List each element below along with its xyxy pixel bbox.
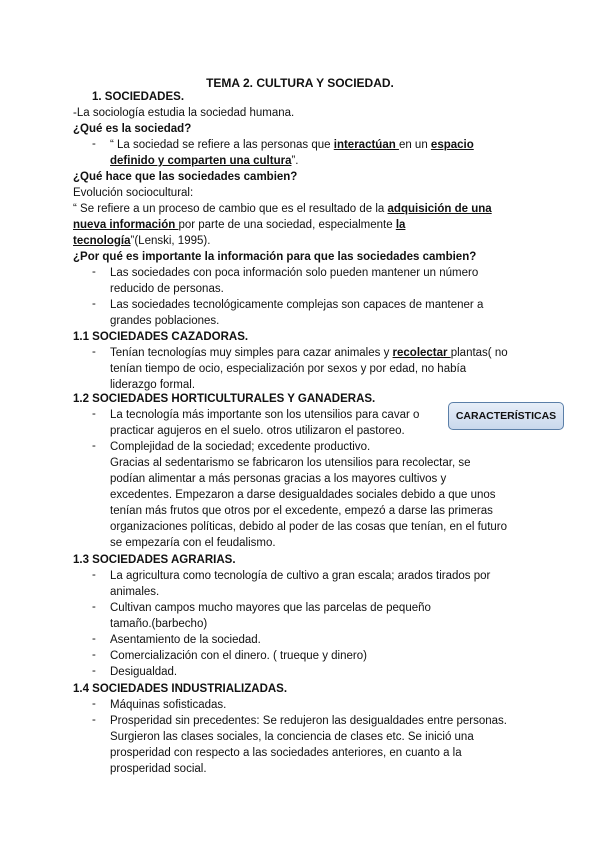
list-dash: -: [92, 633, 96, 645]
list-item: tamaño.(barbecho): [110, 618, 208, 630]
list-item: La agricultura como tecnología de cultivo a gran escala; arados tirados por: [110, 570, 491, 582]
caracteristicas-badge: CARACTERÍSTICAS: [448, 402, 564, 430]
list-item: Complejidad de la sociedad; excedente productivo.: [110, 441, 371, 453]
list-dash: -: [92, 569, 96, 581]
section-1-2-heading: 1.2 SOCIEDADES HORTICULTURALES Y GANADERAS.: [73, 393, 376, 405]
text-line: -La sociología estudia la sociedad humana.: [73, 107, 295, 119]
text-line: “ Se refiere a un proceso de cambio que es el resultado de la adquisición de una: [73, 203, 492, 215]
list-dash: -: [92, 298, 96, 310]
list-dash: -: [92, 266, 96, 278]
list-dash: -: [92, 649, 96, 661]
list-item: Tenían tecnologías muy simples para cazar animales y recolectar plantas( no: [110, 347, 508, 359]
text-line: “ La sociedad se refiere a las personas que interactúan en un espacio: [110, 139, 474, 151]
text-line: nueva información por parte de una sociedad, especialmente la: [73, 219, 406, 231]
list-dash: -: [92, 346, 96, 358]
section-1-heading: 1. SOCIEDADES.: [92, 91, 185, 103]
question-3: ¿Por qué es importante la información para que las sociedades cambien?: [73, 251, 477, 263]
list-item: Las sociedades con poca información solo pueden mantener un número: [110, 267, 479, 279]
question-1: ¿Qué es la sociedad?: [73, 123, 192, 135]
list-item: Prosperidad sin precedentes: Se redujeron las desigualdades entre personas.: [110, 715, 508, 727]
list-item: Surgieron las clases sociales, la conciencia de clases etc. Se inició una: [110, 731, 474, 743]
list-dash: -: [92, 714, 96, 726]
text-line: Evolución sociocultural:: [73, 187, 194, 199]
list-item: prosperidad social.: [110, 763, 207, 775]
list-item: tenían más frutos que otros por el excedente, empezó a darse las primeras: [110, 505, 493, 517]
list-dash: -: [92, 665, 96, 677]
list-item: organizaciones políticas, debido al poder de las cosas que tenían, en el futuro: [110, 521, 508, 533]
list-item: Comercialización con el dinero. ( trueque y dinero): [110, 650, 367, 662]
question-2: ¿Qué hace que las sociedades cambien?: [73, 171, 298, 183]
list-item: Cultivan campos mucho mayores que las parcelas de pequeño: [110, 602, 431, 614]
list-item: Gracias al sedentarismo se fabricaron los utensilios para recolectar, se: [110, 457, 471, 469]
list-item: prosperidad con respecto a las sociedades anteriores, en cuanto a la: [110, 747, 462, 759]
section-1-3-heading: 1.3 SOCIEDADES AGRARIAS.: [73, 554, 236, 566]
list-item: reducido de personas.: [110, 283, 224, 295]
list-item: tenían tiempo de ocio, especialización por sexos y por edad, no había: [110, 363, 467, 375]
list-item: grandes poblaciones.: [110, 315, 220, 327]
list-dash: -: [92, 601, 96, 613]
list-item: excedentes. Empezaron a darse desigualdades sociales debido a que unos: [110, 489, 496, 501]
list-dash: -: [92, 698, 96, 710]
text-line: tecnología”(Lenski, 1995).: [73, 235, 211, 247]
section-1-1-heading: 1.1 SOCIEDADES CAZADORAS.: [73, 331, 249, 343]
list-dash: -: [92, 440, 96, 452]
list-dash: -: [92, 408, 96, 420]
list-item: animales.: [110, 586, 160, 598]
list-item: Desigualdad.: [110, 666, 178, 678]
list-item: Asentamiento de la sociedad.: [110, 634, 261, 646]
document-title: TEMA 2. CULTURA Y SOCIEDAD.: [206, 76, 394, 90]
list-item: podían alimentar a más personas gracias a los mayores cultivos y: [110, 473, 447, 485]
list-item: liderazgo formal.: [110, 379, 196, 391]
list-item: Máquinas sofisticadas.: [110, 699, 227, 711]
list-item: La tecnología más importante son los utensilios para cavar o: [110, 409, 420, 421]
list-item: practicar agujeros en el suelo. otros utilizaron el pastoreo.: [110, 425, 405, 437]
section-1-4-heading: 1.4 SOCIEDADES INDUSTRIALIZADAS.: [73, 683, 288, 695]
list-item: Las sociedades tecnológicamente complejas son capaces de mantener a: [110, 299, 484, 311]
text-line: definido y comparten una cultura”.: [110, 155, 299, 167]
list-item: se empezaría con el feudalismo.: [110, 537, 276, 549]
list-dash: -: [92, 138, 96, 150]
